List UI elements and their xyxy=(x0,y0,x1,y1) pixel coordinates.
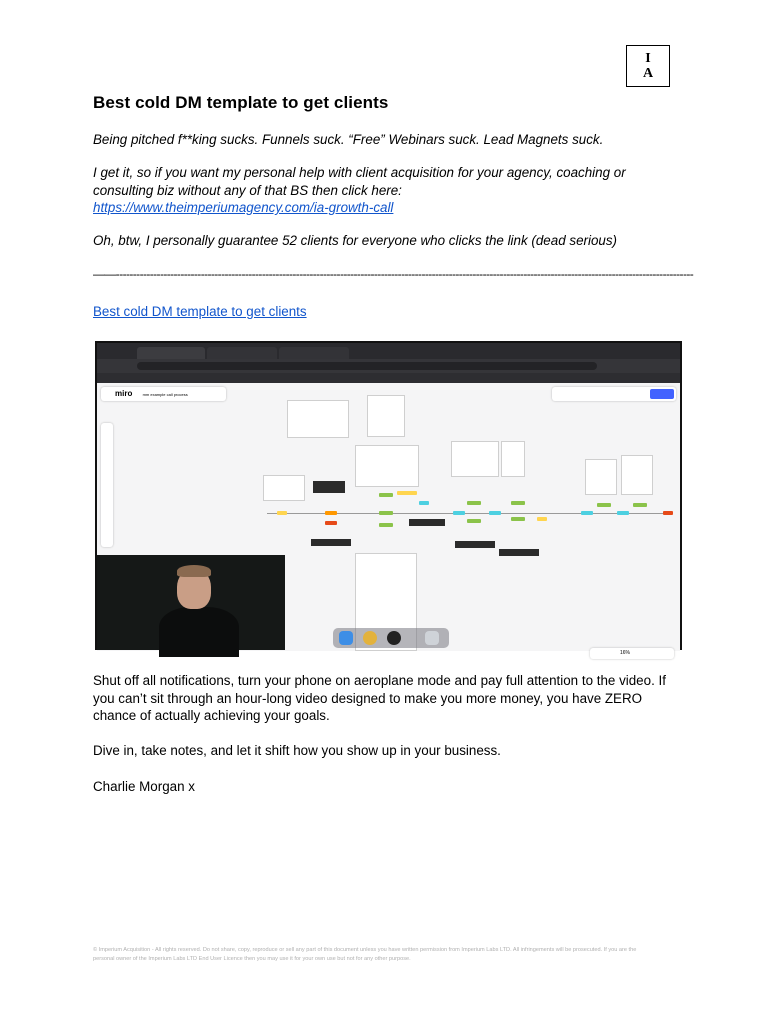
share-button xyxy=(650,389,674,399)
browser-tab-bar xyxy=(97,343,680,359)
video-link-paragraph xyxy=(93,303,683,321)
webcam-overlay xyxy=(97,555,285,650)
trash-icon xyxy=(425,631,439,645)
board-name: mm example call process xyxy=(142,392,188,397)
body-paragraph-1: Shut off all notifications, turn your phone on aeroplane mode and pay full attention to the video. If you can’t sit through an hour-long video designed to make you more money, you have ZERO chance of actually achieving your goals. xyxy=(93,673,666,723)
obs-icon xyxy=(387,631,401,645)
intro-paragraph-2 xyxy=(93,164,683,217)
flow-node xyxy=(419,501,429,505)
flow-node xyxy=(379,493,393,497)
flow-node xyxy=(633,503,647,507)
copyright-footer: © Imperium Acquisition - All rights reserved. Do not share, copy, reproduce or sell any part of this document unless you have written permission from Imperium Labs LTD. All infringements will be prosecuted. If you are the personal owner of the Imperium Labs LTD End User Licence then you may use it for your own use but not for any other purpose. xyxy=(93,947,637,962)
board-card xyxy=(451,441,499,477)
logo-letter-i: I xyxy=(645,51,651,66)
browser-url-bar xyxy=(97,359,680,373)
flow-node xyxy=(467,501,481,505)
flow-node xyxy=(663,511,673,515)
intro-paragraph-3: Oh, btw, I personally guarantee 52 clients for everyone who clicks the link (dead serious) xyxy=(93,233,617,248)
board-card xyxy=(263,475,305,501)
video-thumbnail[interactable] xyxy=(95,341,682,656)
flow-node xyxy=(581,511,593,515)
presenter-body xyxy=(159,607,239,657)
chrome-icon xyxy=(363,631,377,645)
flow-node xyxy=(453,511,465,515)
flow-node xyxy=(597,503,611,507)
flow-node xyxy=(617,511,629,515)
flow-node xyxy=(277,511,287,515)
signoff: Charlie Morgan x xyxy=(93,779,195,794)
board-card xyxy=(355,445,419,487)
presenter-hair xyxy=(177,565,211,577)
intro-paragraph-1: Being pitched f**king sucks. Funnels suck. “Free” Webinars suck. Lead Magnets suck. xyxy=(93,132,604,147)
mac-dock xyxy=(333,628,449,648)
intro-paragraph-2-text: I get it, so if you want my personal help with client acquisition for your agency, coaching or consulting biz without any of that BS then click here: xyxy=(93,165,626,198)
bookmarks-bar xyxy=(97,373,680,383)
miro-share-bar xyxy=(552,387,676,401)
miro-logo-text: miro xyxy=(115,389,133,398)
board-card xyxy=(501,441,525,477)
company-logo xyxy=(626,45,670,87)
miro-toolbar xyxy=(101,423,113,547)
board-dark-note xyxy=(499,549,539,556)
zoom-level: 16% xyxy=(620,650,631,656)
flow-node xyxy=(537,517,547,521)
browser-tab xyxy=(279,347,349,359)
logo-letter-a: A xyxy=(642,66,654,81)
flow-node xyxy=(325,521,337,525)
finder-icon xyxy=(339,631,353,645)
flow-node xyxy=(397,491,417,495)
flow-node xyxy=(489,511,501,515)
board-card xyxy=(367,395,405,437)
browser-tab xyxy=(137,347,205,359)
flow-node xyxy=(511,517,525,521)
flow-node xyxy=(511,501,525,505)
flow-node xyxy=(379,523,393,527)
page-title: Best cold DM template to get clients xyxy=(93,93,389,112)
url-field xyxy=(137,362,597,370)
growth-call-link[interactable]: https://www.theimperiumagency.com/ia-growth-call xyxy=(93,200,394,215)
section-divider: ——-------------------------------------------------------------------------------------------------------------------------------------------------------------------------- xyxy=(93,267,694,281)
flow-node xyxy=(467,519,481,523)
flow-node xyxy=(325,511,337,515)
flow-node xyxy=(379,511,393,515)
board-dark-note xyxy=(409,519,445,526)
body-paragraph-2: Dive in, take notes, and let it shift how you show up in your business. xyxy=(93,743,501,758)
board-card xyxy=(287,400,349,438)
board-card xyxy=(585,459,617,495)
browser-tab xyxy=(207,347,277,359)
video-title-link[interactable]: Best cold DM template to get clients xyxy=(93,304,307,319)
board-card xyxy=(621,455,653,495)
miro-top-bar xyxy=(101,387,226,401)
board-dark-note xyxy=(313,481,345,493)
board-dark-note xyxy=(311,539,351,546)
zoom-control xyxy=(590,648,674,659)
board-dark-note xyxy=(455,541,495,548)
